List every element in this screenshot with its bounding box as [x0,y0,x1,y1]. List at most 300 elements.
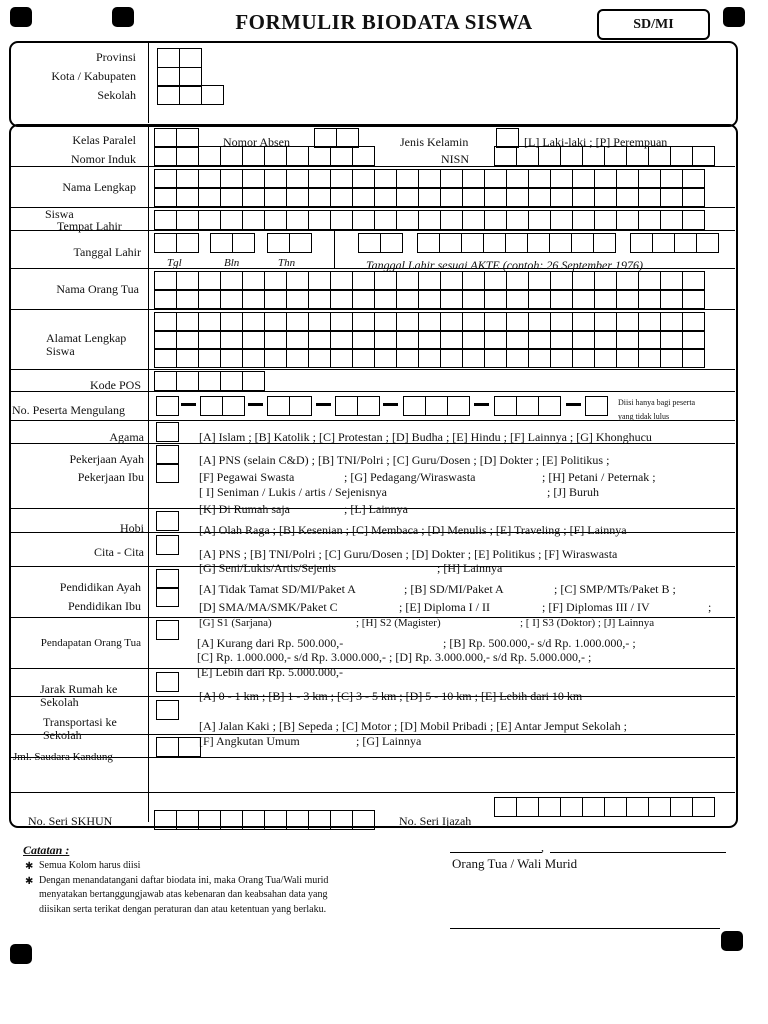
entry-box[interactable] [352,289,375,309]
entry-box[interactable] [494,146,517,166]
entry-box[interactable] [330,348,353,368]
entry-box[interactable] [462,289,485,309]
entry-box[interactable] [604,146,627,166]
entry-box[interactable] [638,312,661,332]
entry-box[interactable] [308,169,331,189]
entry-box[interactable] [484,187,507,207]
entry-box[interactable] [308,271,331,291]
entry-box[interactable] [242,187,265,207]
entry-box[interactable] [154,128,177,148]
entry-box[interactable] [374,348,397,368]
entry-box[interactable] [660,187,683,207]
entry-box[interactable] [156,587,179,607]
entry-box[interactable] [484,348,507,368]
entry-box[interactable] [484,312,507,332]
agama-box[interactable] [156,422,178,442]
entry-box[interactable] [440,312,463,332]
entry-box[interactable] [308,187,331,207]
entry-box[interactable] [308,348,331,368]
entry-box[interactable] [308,210,331,230]
entry-box[interactable] [674,233,697,253]
entry-box[interactable] [154,330,177,350]
entry-box[interactable] [396,289,419,309]
entry-box[interactable] [330,146,353,166]
entry-box[interactable] [604,797,627,817]
entry-box[interactable] [516,146,539,166]
entry-box[interactable] [198,348,221,368]
entry-box[interactable] [176,371,199,391]
entry-box[interactable] [242,169,265,189]
entry-box[interactable] [638,187,661,207]
entry-box[interactable] [516,396,539,416]
entry-box[interactable] [156,445,179,465]
entry-box[interactable] [648,146,671,166]
entry-box[interactable] [154,233,177,253]
entry-box[interactable] [264,312,287,332]
entry-box[interactable] [264,330,287,350]
entry-box[interactable] [156,422,179,442]
entry-box[interactable] [198,210,221,230]
entry-box[interactable] [154,146,177,166]
pendapatan-box[interactable] [156,620,178,640]
entry-box[interactable] [156,700,179,720]
entry-box[interactable] [178,737,201,757]
entry-box[interactable] [179,67,202,87]
entry-box[interactable] [462,169,485,189]
entry-box[interactable] [352,312,375,332]
entry-box[interactable] [154,348,177,368]
entry-box[interactable] [154,810,177,830]
entry-box[interactable] [462,312,485,332]
entry-box[interactable] [494,797,517,817]
entry-box[interactable] [352,187,375,207]
hobi-box[interactable] [156,511,178,531]
entry-box[interactable] [352,169,375,189]
entry-box[interactable] [396,187,419,207]
entry-box[interactable] [330,210,353,230]
entry-box[interactable] [176,810,199,830]
entry-box[interactable] [403,396,426,416]
entry-box[interactable] [267,233,290,253]
tanggal-text-boxes-2[interactable] [417,233,615,253]
entry-box[interactable] [220,371,243,391]
entry-box[interactable] [352,810,375,830]
entry-box[interactable] [264,187,287,207]
entry-box[interactable] [396,348,419,368]
entry-box[interactable] [594,348,617,368]
entry-box[interactable] [616,169,639,189]
entry-box[interactable] [156,396,179,416]
entry-box[interactable] [418,348,441,368]
skhun-boxes[interactable] [154,810,374,830]
entry-box[interactable] [594,289,617,309]
entry-box[interactable] [308,810,331,830]
ijazah-boxes[interactable] [494,797,714,817]
entry-box[interactable] [638,330,661,350]
entry-box[interactable] [352,210,375,230]
entry-box[interactable] [374,187,397,207]
entry-box[interactable] [200,396,223,416]
entry-box[interactable] [176,210,199,230]
entry-box[interactable] [638,210,661,230]
entry-box[interactable] [682,271,705,291]
entry-box[interactable] [440,187,463,207]
entry-box[interactable] [330,289,353,309]
entry-box[interactable] [417,233,440,253]
tanggal-text-boxes-3[interactable] [630,233,718,253]
entry-box[interactable] [330,271,353,291]
entry-box[interactable] [550,210,573,230]
entry-box[interactable] [660,271,683,291]
entry-box[interactable] [616,271,639,291]
entry-box[interactable] [286,289,309,309]
entry-box[interactable] [447,396,470,416]
entry-box[interactable] [638,169,661,189]
entry-box[interactable] [336,128,359,148]
entry-box[interactable] [516,797,539,817]
provinsi-code[interactable] [157,48,201,68]
entry-box[interactable] [286,330,309,350]
no-peserta-seg-1[interactable] [156,396,178,416]
entry-box[interactable] [594,210,617,230]
entry-box[interactable] [550,289,573,309]
entry-box[interactable] [696,233,719,253]
no-peserta-seg-3[interactable] [267,396,311,416]
entry-box[interactable] [572,169,595,189]
entry-box[interactable] [582,797,605,817]
entry-box[interactable] [462,271,485,291]
pendidikan-ayah-box[interactable] [156,569,178,589]
entry-box[interactable] [286,187,309,207]
entry-box[interactable] [154,312,177,332]
entry-box[interactable] [418,330,441,350]
entry-box[interactable] [572,330,595,350]
no-peserta-seg-5[interactable] [403,396,469,416]
tanggal-text-boxes-1[interactable] [358,233,402,253]
pekerjaan-ayah-box[interactable] [156,445,178,465]
entry-box[interactable] [440,348,463,368]
entry-box[interactable] [462,330,485,350]
entry-box[interactable] [572,289,595,309]
entry-box[interactable] [374,289,397,309]
entry-box[interactable] [157,85,180,105]
entry-box[interactable] [156,737,179,757]
jarak-box[interactable] [156,672,178,692]
transportasi-box[interactable] [156,700,178,720]
entry-box[interactable] [154,371,177,391]
entry-box[interactable] [550,271,573,291]
entry-box[interactable] [157,67,180,87]
entry-box[interactable] [154,187,177,207]
entry-box[interactable] [308,146,331,166]
entry-box[interactable] [242,210,265,230]
entry-box[interactable] [660,312,683,332]
entry-box[interactable] [585,396,608,416]
entry-box[interactable] [506,187,529,207]
entry-box[interactable] [571,233,594,253]
entry-box[interactable] [660,348,683,368]
entry-box[interactable] [626,146,649,166]
entry-box[interactable] [220,169,243,189]
entry-box[interactable] [418,210,441,230]
entry-box[interactable] [638,348,661,368]
entry-box[interactable] [496,128,519,148]
entry-box[interactable] [156,463,179,483]
entry-box[interactable] [506,312,529,332]
entry-box[interactable] [550,187,573,207]
entry-box[interactable] [222,396,245,416]
entry-box[interactable] [156,511,179,531]
entry-box[interactable] [286,169,309,189]
entry-box[interactable] [538,146,561,166]
entry-box[interactable] [440,169,463,189]
entry-box[interactable] [154,169,177,189]
entry-box[interactable] [506,348,529,368]
entry-box[interactable] [484,330,507,350]
entry-box[interactable] [198,312,221,332]
entry-box[interactable] [286,348,309,368]
entry-box[interactable] [616,348,639,368]
sekolah-code[interactable] [157,85,223,105]
entry-box[interactable] [396,210,419,230]
entry-box[interactable] [264,289,287,309]
entry-box[interactable] [505,233,528,253]
entry-box[interactable] [308,312,331,332]
entry-box[interactable] [267,396,290,416]
entry-box[interactable] [682,312,705,332]
entry-box[interactable] [176,312,199,332]
entry-box[interactable] [506,271,529,291]
entry-box[interactable] [528,348,551,368]
no-peserta-seg-4[interactable] [335,396,379,416]
entry-box[interactable] [462,187,485,207]
entry-box[interactable] [418,289,441,309]
entry-box[interactable] [528,169,551,189]
entry-box[interactable] [176,128,199,148]
entry-box[interactable] [330,312,353,332]
nomor-induk-boxes[interactable] [154,146,374,166]
cita-cita-box[interactable] [156,535,178,555]
entry-box[interactable] [210,233,233,253]
entry-box[interactable] [594,271,617,291]
entry-box[interactable] [156,535,179,555]
entry-box[interactable] [352,330,375,350]
entry-box[interactable] [670,797,693,817]
entry-box[interactable] [289,396,312,416]
entry-box[interactable] [506,210,529,230]
signature-line[interactable] [450,928,720,929]
entry-box[interactable] [560,146,583,166]
entry-box[interactable] [440,330,463,350]
entry-box[interactable] [682,210,705,230]
entry-box[interactable] [220,330,243,350]
entry-box[interactable] [616,289,639,309]
entry-box[interactable] [289,233,312,253]
entry-box[interactable] [374,169,397,189]
entry-box[interactable] [198,371,221,391]
entry-box[interactable] [439,233,462,253]
pendidikan-ibu-box[interactable] [156,587,178,607]
tanggal-bln-boxes[interactable] [210,233,254,253]
entry-box[interactable] [572,210,595,230]
entry-box[interactable] [220,146,243,166]
no-peserta-seg-6[interactable] [494,396,560,416]
entry-box[interactable] [440,289,463,309]
entry-box[interactable] [352,348,375,368]
entry-box[interactable] [179,48,202,68]
entry-box[interactable] [156,672,179,692]
entry-box[interactable] [264,210,287,230]
entry-box[interactable] [528,312,551,332]
entry-box[interactable] [506,169,529,189]
entry-box[interactable] [220,210,243,230]
entry-box[interactable] [242,810,265,830]
entry-box[interactable] [264,146,287,166]
entry-box[interactable] [396,330,419,350]
tanggal-tgl-boxes[interactable] [154,233,198,253]
entry-box[interactable] [682,330,705,350]
nama-orang-tua-row-1[interactable] [154,271,704,291]
entry-box[interactable] [176,348,199,368]
entry-box[interactable] [682,187,705,207]
entry-box[interactable] [538,797,561,817]
entry-box[interactable] [484,210,507,230]
entry-box[interactable] [538,396,561,416]
entry-box[interactable] [594,169,617,189]
entry-box[interactable] [156,620,179,640]
entry-box[interactable] [330,169,353,189]
kelas-paralel-boxes[interactable] [154,128,198,148]
entry-box[interactable] [638,289,661,309]
entry-box[interactable] [220,810,243,830]
entry-box[interactable] [528,271,551,291]
entry-box[interactable] [176,289,199,309]
entry-box[interactable] [528,210,551,230]
entry-box[interactable] [594,312,617,332]
entry-box[interactable] [198,169,221,189]
entry-box[interactable] [380,233,403,253]
entry-box[interactable] [156,569,179,589]
entry-box[interactable] [425,396,448,416]
entry-box[interactable] [198,271,221,291]
entry-box[interactable] [528,187,551,207]
entry-box[interactable] [176,169,199,189]
entry-box[interactable] [494,396,517,416]
entry-box[interactable] [330,810,353,830]
entry-box[interactable] [179,85,202,105]
kota-code[interactable] [157,67,201,87]
entry-box[interactable] [201,85,224,105]
entry-box[interactable] [682,348,705,368]
entry-box[interactable] [358,233,381,253]
entry-box[interactable] [396,312,419,332]
nisn-boxes[interactable] [494,146,714,166]
pekerjaan-ibu-box[interactable] [156,463,178,483]
entry-box[interactable] [308,330,331,350]
entry-box[interactable] [506,289,529,309]
entry-box[interactable] [638,271,661,291]
entry-box[interactable] [198,146,221,166]
entry-box[interactable] [692,146,715,166]
entry-box[interactable] [286,312,309,332]
entry-box[interactable] [396,169,419,189]
entry-box[interactable] [582,146,605,166]
jenis-kelamin-box[interactable] [496,128,518,148]
entry-box[interactable] [220,271,243,291]
entry-box[interactable] [550,330,573,350]
entry-box[interactable] [616,210,639,230]
entry-box[interactable] [418,169,441,189]
entry-box[interactable] [418,187,441,207]
entry-box[interactable] [484,271,507,291]
entry-box[interactable] [616,312,639,332]
entry-box[interactable] [484,289,507,309]
entry-box[interactable] [692,797,715,817]
entry-box[interactable] [660,210,683,230]
entry-box[interactable] [242,146,265,166]
entry-box[interactable] [374,210,397,230]
entry-box[interactable] [264,810,287,830]
entry-box[interactable] [264,348,287,368]
entry-box[interactable] [462,348,485,368]
entry-box[interactable] [286,810,309,830]
entry-box[interactable] [232,233,255,253]
entry-box[interactable] [549,233,572,253]
nama-lengkap-row-2[interactable] [154,187,704,207]
tempat-lahir-boxes[interactable] [154,210,704,230]
entry-box[interactable] [593,233,616,253]
nomor-absen-boxes[interactable] [314,128,358,148]
entry-box[interactable] [308,289,331,309]
tanggal-thn-boxes[interactable] [267,233,311,253]
entry-box[interactable] [550,169,573,189]
entry-box[interactable] [220,187,243,207]
entry-box[interactable] [670,146,693,166]
entry-box[interactable] [616,330,639,350]
entry-box[interactable] [440,271,463,291]
no-peserta-seg-7[interactable] [585,396,607,416]
entry-box[interactable] [418,312,441,332]
entry-box[interactable] [176,330,199,350]
entry-box[interactable] [198,187,221,207]
entry-box[interactable] [176,271,199,291]
entry-box[interactable] [220,312,243,332]
entry-box[interactable] [484,169,507,189]
saudara-boxes[interactable] [156,737,200,757]
entry-box[interactable] [330,187,353,207]
entry-box[interactable] [528,289,551,309]
entry-box[interactable] [594,330,617,350]
entry-box[interactable] [242,371,265,391]
entry-box[interactable] [527,233,550,253]
entry-box[interactable] [264,169,287,189]
entry-box[interactable] [242,330,265,350]
entry-box[interactable] [660,169,683,189]
entry-box[interactable] [440,210,463,230]
entry-box[interactable] [176,233,199,253]
date-place-line[interactable] [450,852,542,853]
entry-box[interactable] [286,271,309,291]
entry-box[interactable] [357,396,380,416]
entry-box[interactable] [626,797,649,817]
entry-box[interactable] [374,330,397,350]
entry-box[interactable] [528,330,551,350]
entry-box[interactable] [286,210,309,230]
entry-box[interactable] [550,348,573,368]
entry-box[interactable] [242,348,265,368]
entry-box[interactable] [648,797,671,817]
entry-box[interactable] [220,348,243,368]
